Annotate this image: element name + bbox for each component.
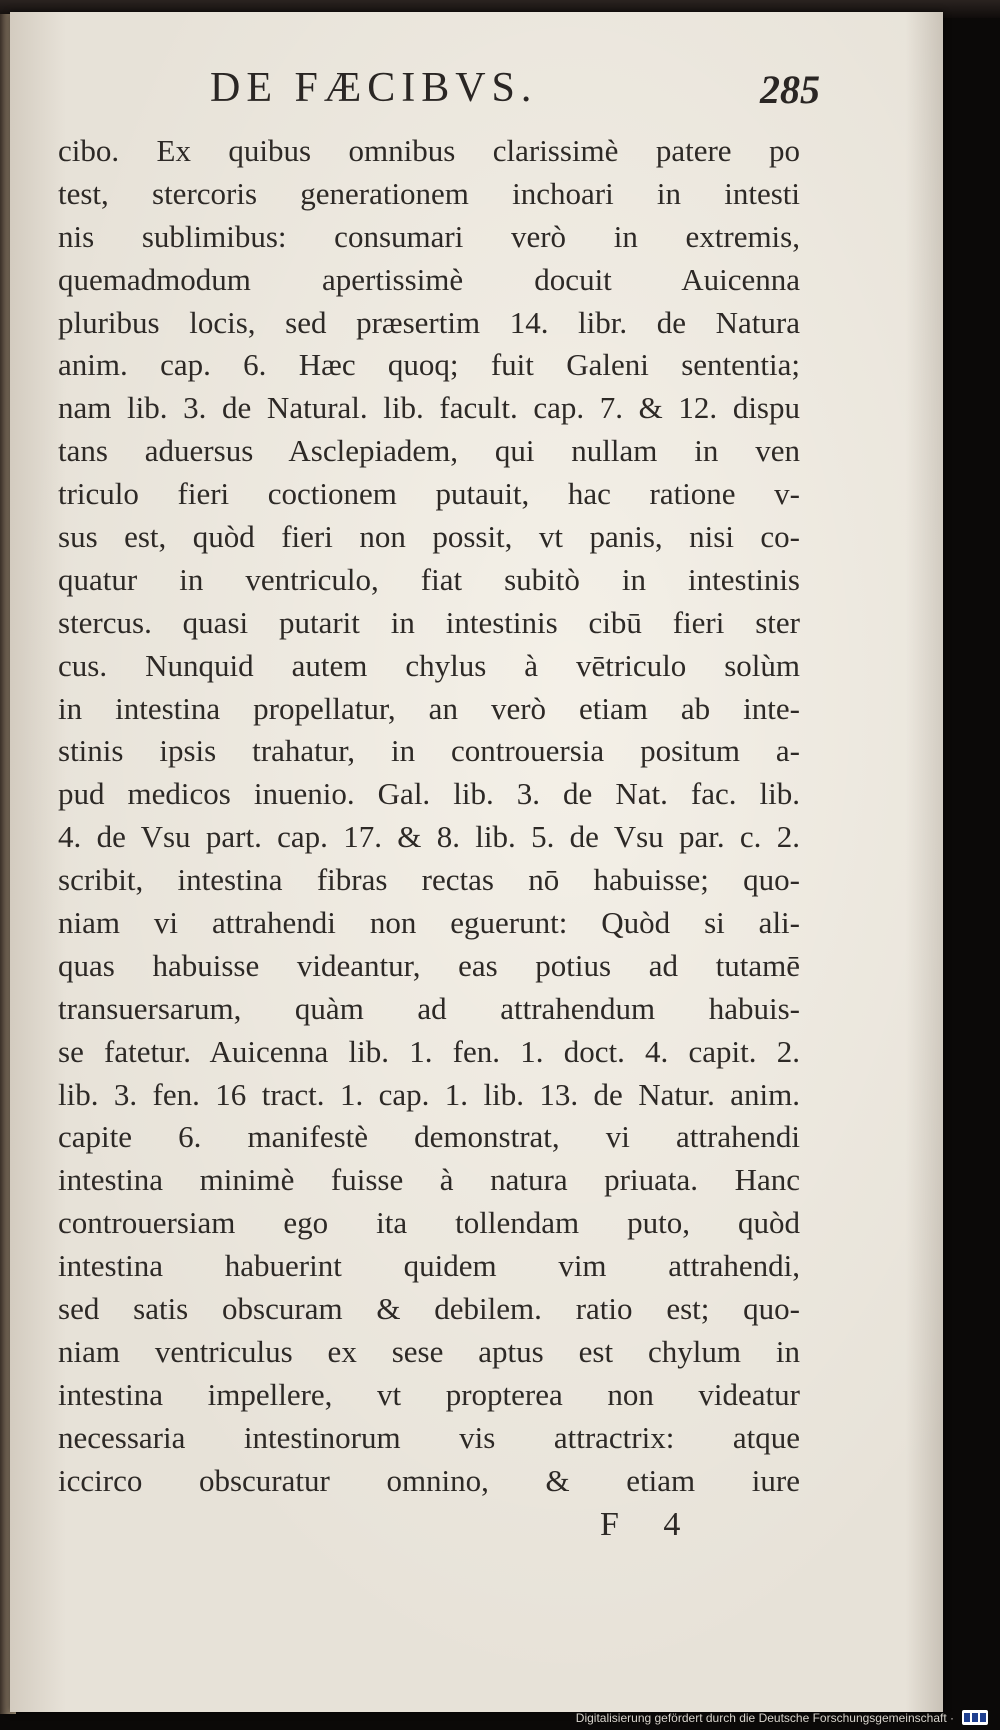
text-line: in intestina propellatur, an verò etiam ab inte- bbox=[58, 690, 800, 726]
text-line: se fatetur. Auicenna lib. 1. fen. 1. doct. 4. capit. 2. bbox=[58, 1033, 800, 1069]
text-line: necessaria intestinorum vis attractrix: atque bbox=[58, 1419, 800, 1455]
text-line: stercus. quasi putarit in intestinis cibū fieri ster bbox=[58, 604, 800, 640]
text-line: anim. cap. 6. Hæc quoq; fuit Galeni sententia; bbox=[58, 347, 800, 383]
text-line: niam vi attrahendi non eguerunt: Quòd si ali- bbox=[58, 905, 800, 941]
text-line: controuersiam ego ita tollendam puto, quòd bbox=[58, 1205, 800, 1241]
text-line: cus. Nunquid autem chylus à vētriculo solùm bbox=[58, 647, 800, 683]
text-line: pud medicos inuenio. Gal. lib. 3. de Nat. fac. lib. bbox=[58, 776, 800, 812]
text-line: intestina habuerint quidem vim attrahendi, bbox=[58, 1248, 800, 1284]
text-line: transuersarum, quàm ad attrahendum habuis- bbox=[58, 990, 800, 1026]
digitization-credit: Digitalisierung gefördert durch die Deutsche Forschungsgemeinschaft · bbox=[575, 1711, 954, 1725]
book-page bbox=[10, 12, 943, 1712]
text-line: sus est, quòd fieri non possit, vt panis, nisi co- bbox=[58, 519, 800, 555]
dfg-logo-icon bbox=[962, 1710, 988, 1725]
text-line: intestina impellere, vt propterea non videatur bbox=[58, 1376, 800, 1412]
text-line: cibo. Ex quibus omnibus clarissimè patere po bbox=[58, 133, 800, 168]
text-line: iccirco obscuratur omnino, & etiam iure bbox=[58, 1462, 800, 1498]
text-line: lib. 3. fen. 16 tract. 1. cap. 1. lib. 13. de Natur. anim. bbox=[58, 1076, 800, 1112]
text-line: quas habuisse videantur, eas potius ad tutamē bbox=[58, 947, 800, 983]
text-line: pluribus locis, sed præsertim 14. libr. de Natura bbox=[58, 304, 800, 340]
text-line: stinis ipsis trahatur, in controuersia positum a- bbox=[58, 733, 800, 769]
text-line: scribit, intestina fibras rectas nō habuisse; quo- bbox=[58, 862, 800, 898]
text-line: nis sublimibus: consumari verò in extremis, bbox=[58, 218, 800, 254]
text-line: tans aduersus Asclepiadem, qui nullam in ven bbox=[58, 433, 800, 469]
text-line: sed satis obscuram & debilem. ratio est; quo- bbox=[58, 1291, 800, 1327]
text-line: niam ventriculus ex sese aptus est chylum in bbox=[58, 1333, 800, 1369]
text-line: 4. de Vsu part. cap. 17. & 8. lib. 5. de Vsu par. c. 2. bbox=[58, 819, 800, 855]
body-text bbox=[58, 130, 800, 1503]
text-line: test, stercoris generationem inchoari in intesti bbox=[58, 175, 800, 211]
running-title: DE FÆCIBVS. bbox=[210, 65, 538, 111]
text-line: nam lib. 3. de Natural. lib. facult. cap. 7. & 12. dispu bbox=[58, 390, 800, 426]
text-line: quemadmodum apertissimè docuit Auicenna bbox=[58, 261, 800, 297]
signature-mark: F 4 bbox=[600, 1506, 699, 1543]
page-header bbox=[210, 64, 820, 124]
page-number: 285 bbox=[760, 67, 820, 112]
text-line: capite 6. manifestè demonstrat, vi attrahendi bbox=[58, 1119, 800, 1155]
text-line: intestina minimè fuisse à natura priuata. Hanc bbox=[58, 1162, 800, 1198]
text-line: quatur in ventriculo, fiat subitò in intestinis bbox=[58, 561, 800, 597]
text-line: triculo fieri coctionem putauit, hac ratione v- bbox=[58, 476, 800, 512]
